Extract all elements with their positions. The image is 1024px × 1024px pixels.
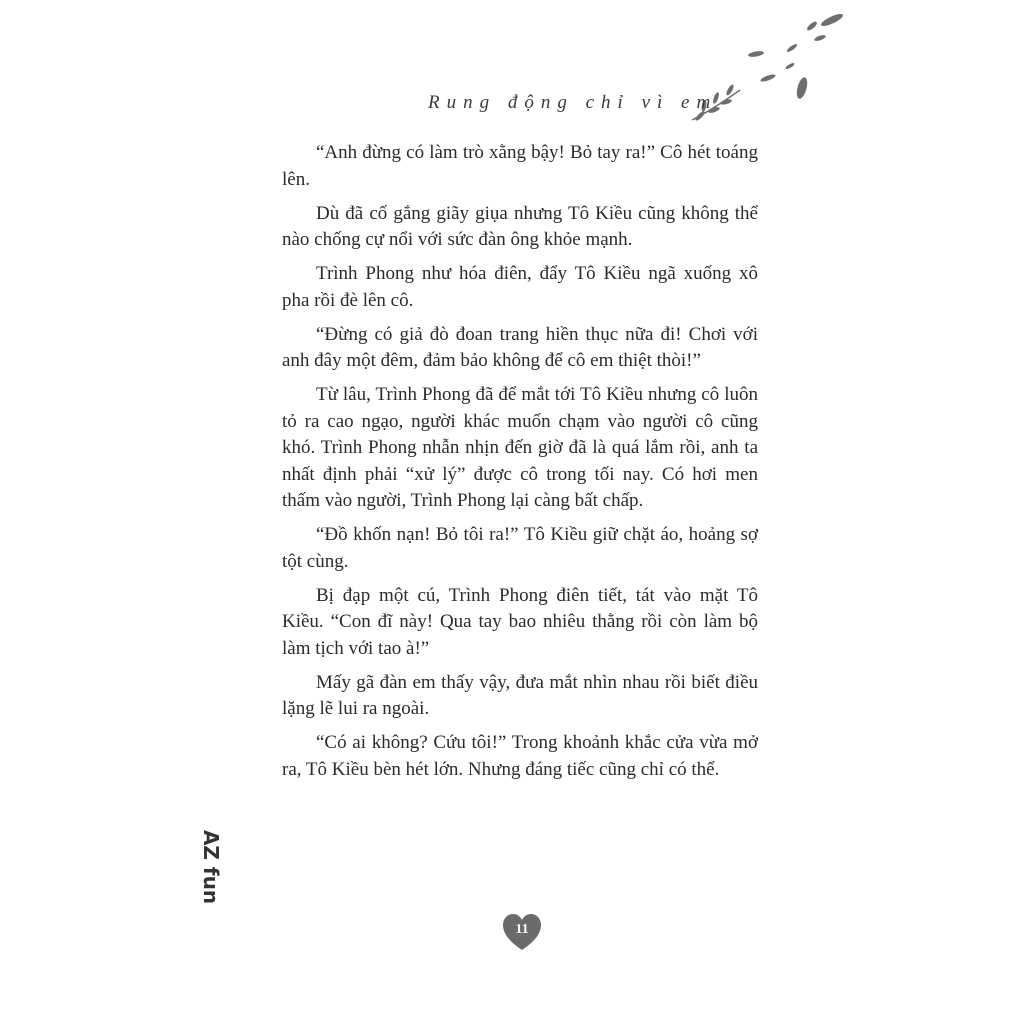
page-number-badge <box>502 912 542 952</box>
chapter-body <box>282 140 758 791</box>
paragraph: Mấy gã đàn em thấy vậy, đưa mắt nhìn nhau rồi biết điều lặng lẽ lui ra ngoài. <box>282 671 758 719</box>
paragraph: “Đừng có giả đò đoan trang hiền thục nữa đi! Chơi với anh đây một đêm, đảm bảo không để cô em thiệt thòi!” <box>282 323 758 371</box>
paragraph: Dù đã cố gắng giãy giụa nhưng Tô Kiều cũng không thể nào chống cự nổi với sức đàn ông khỏe mạnh. <box>282 202 758 250</box>
paragraph: “Anh đừng có làm trò xằng bậy! Bỏ tay ra!” Cô hét toáng lên. <box>282 142 758 190</box>
page-number: 11 <box>515 922 529 937</box>
paragraph: Bị đạp một cú, Trình Phong điên tiết, tát vào mặt Tô Kiều. “Con đĩ này! Qua tay bao nhiêu thằng rồi còn làm bộ làm tịch với tao à!” <box>282 584 758 659</box>
paragraph: “Có ai không? Cứu tôi!” Trong khoảnh khắc cửa vừa mở ra, Tô Kiều bèn hét lớn. Nhưng đáng tiếc cũng chỉ có thể. <box>282 732 758 780</box>
paragraph: Từ lâu, Trình Phong đã để mắt tới Tô Kiều nhưng cô luôn tỏ ra cao ngạo, người khác muốn chạm vào người cô cũng khó. Trình Phong nhẫn nhịn đến giờ đã là quá lắm rồi, anh ta nhất định phải “xử lý” được cô trong tối nay. Có hơi men thấm vào người, Trình Phong lại càng bất chấp. <box>282 384 758 511</box>
paragraph: “Đồ khốn nạn! Bỏ tôi ra!” Tô Kiều giữ chặt áo, hoảng sợ tột cùng. <box>282 524 758 572</box>
decorative-leaves-icon <box>736 8 856 104</box>
publisher-logo: AZ fun <box>199 829 223 905</box>
paragraph: Trình Phong như hóa điên, đẩy Tô Kiều ngã xuống xô pha rồi đè lên cô. <box>282 263 758 311</box>
running-header-title: Rung động chỉ vì em <box>428 92 718 113</box>
